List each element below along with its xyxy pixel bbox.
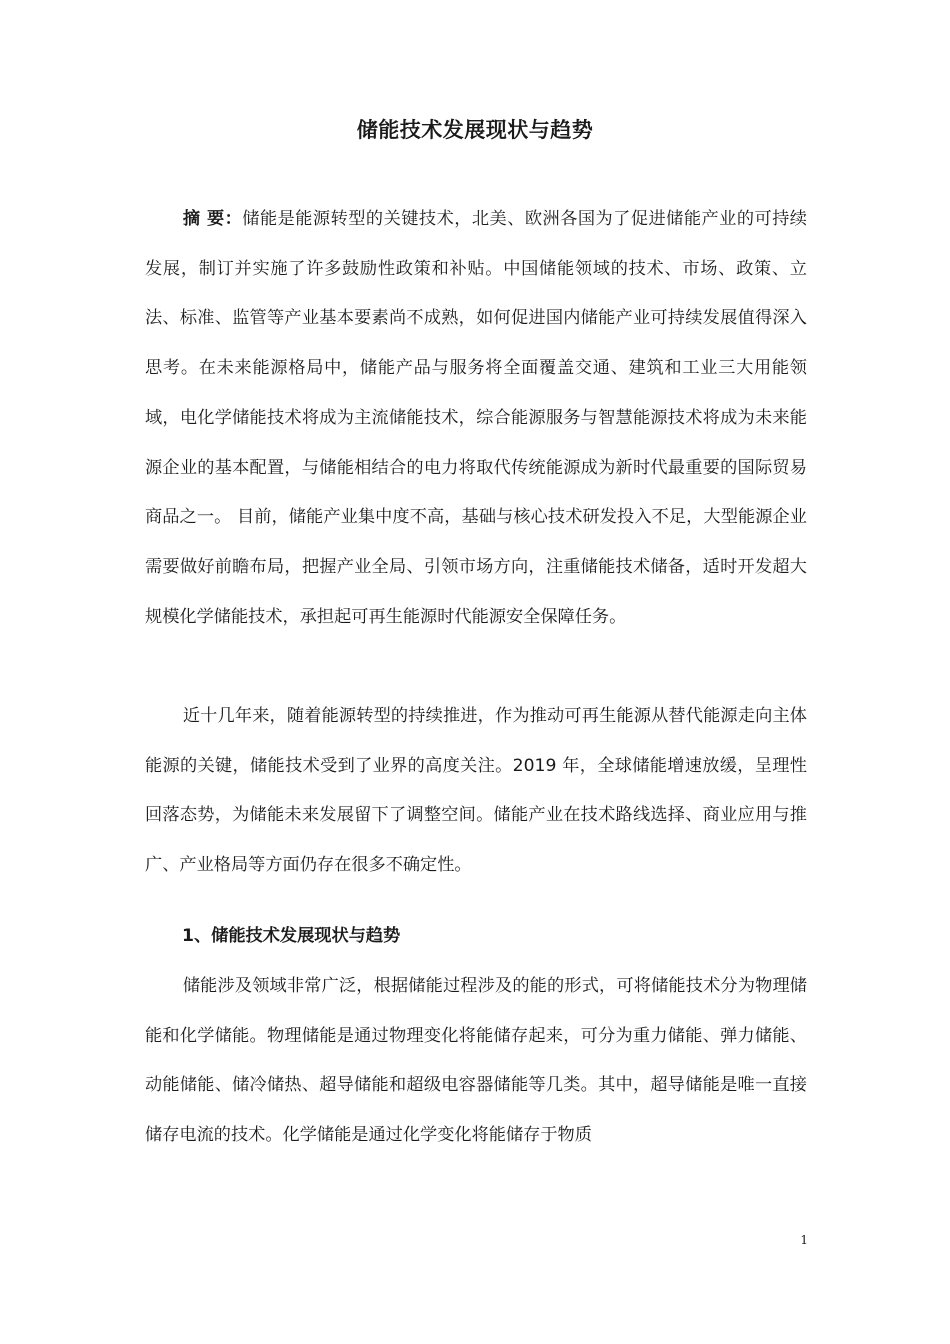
page-number: 1 — [800, 1233, 808, 1247]
intro-paragraph: 近十几年来，随着能源转型的持续推进，作为推动可再生能源从替代能源走向主体能源的关键，储能技术受到了业界的高度关注。2019 年，全球储能增速放缓，呈理性回落态势，为储能未来发展留下了调整空间。储能产业在技术路线选择、商业应用与推广、产业格局等方面仍存在很多不确定性。 — [145, 706, 807, 876]
abstract-text: 储能是能源转型的关键技术，北美、欧洲各国为了促进储能产业的可持续发展，制订并实施了许多鼓励性政策和补贴。中国储能领域的技术、市场、政策、立法、标准、监管等产业基本要素尚不成熟，如何促进国内储能产业可持续发展值得深入思考。在未来能源格局中，储能产品与服务将全面覆盖交通、建筑和工业三大用能领域，电化学储能技术将成为主流储能技术，综合能源服务与智慧能源技术将成为未来能源企业的基本配置，与储能相结合的电力将取代传统能源成为新时代最重要的国际贸易商品之一。 目前，储能产业集中度不高，基础与核心技术研发投入不足，大型能源企业需要做好前瞻布局，把握产业全局、引领市场方向，注重储能技术储备，适时开发超大规模化学储能技术，承担起可再生能源时代能源安全保障任务。 — [145, 209, 807, 627]
section-paragraph: 储能涉及领域非常广泛，根据储能过程涉及的能的形式，可将储能技术分为物理储能和化学储能。物理储能是通过物理变化将能储存起来，可分为重力储能、弹力储能、动能储能、储冷储热、超导储能和超级电容器储能等几类。其中，超导储能是唯一直接储存电流的技术。化学储能是通过化学变化将能储存于物质 — [145, 976, 807, 1146]
section-heading: 1、储能技术发展现状与趋势 — [182, 926, 401, 946]
document-title: 储能技术发展现状与趋势 — [356, 118, 594, 142]
abstract-paragraph — [145, 195, 807, 642]
abstract-label: 摘 要： — [182, 209, 243, 229]
